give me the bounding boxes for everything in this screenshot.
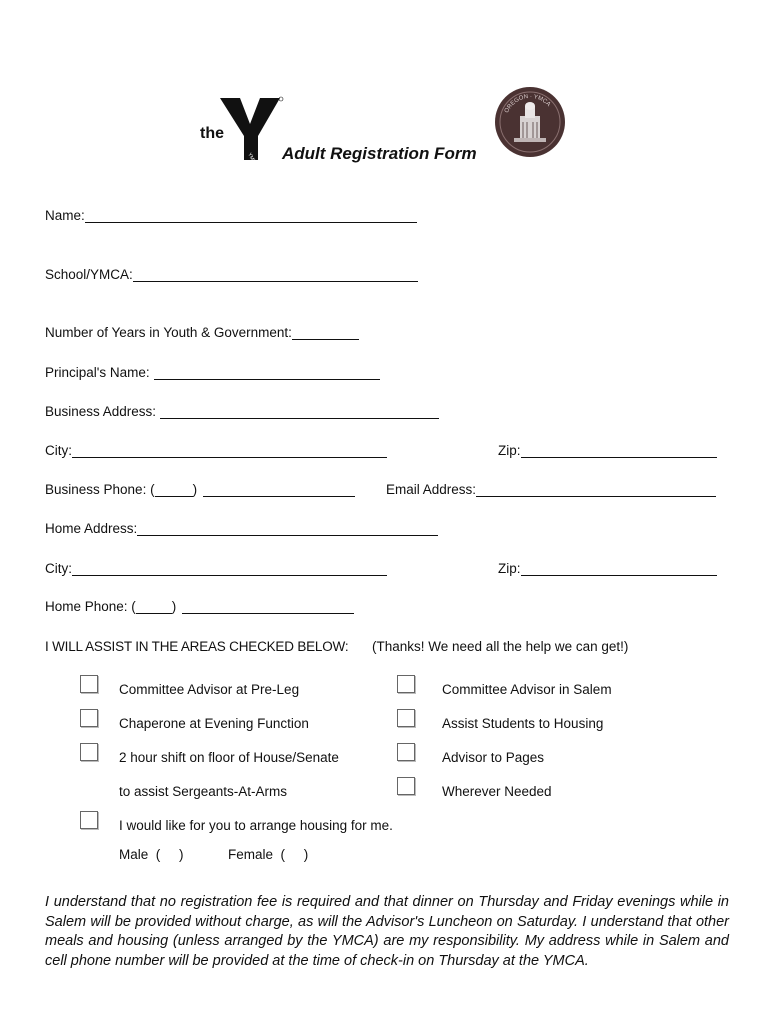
oregon-ymca-seal [494, 86, 566, 158]
principal-label: Principal's Name: [45, 365, 150, 380]
business-phone-field[interactable] [45, 482, 355, 497]
zip-line-2[interactable] [521, 561, 717, 576]
home-address-line[interactable] [137, 521, 438, 536]
email-label: Email Address: [386, 482, 477, 497]
zip-line-1[interactable] [521, 443, 717, 458]
zip-field-1[interactable] [498, 443, 717, 458]
principal-line[interactable] [154, 365, 380, 380]
email-field[interactable] [386, 482, 716, 497]
business-phone-label: Business Phone: ( [45, 482, 155, 497]
business-phone-close: ) [192, 482, 198, 497]
gender-male[interactable]: Male ( ) [119, 847, 184, 862]
zip-field-2[interactable] [498, 561, 717, 576]
years-label: Number of Years in Youth & Government: [45, 325, 292, 340]
checkbox-floor-shift[interactable] [80, 743, 98, 761]
checkbox-housing-assist[interactable] [397, 709, 415, 727]
zip-label-2: Zip: [498, 561, 521, 576]
city-label-2: City: [45, 561, 72, 576]
option-wherever: Wherever Needed [442, 784, 552, 799]
business-address-label: Business Address: [45, 404, 157, 419]
assist-note: (Thanks! We need all the help we can get!) [372, 639, 629, 654]
city-line-2[interactable] [72, 561, 387, 576]
option-pages: Advisor to Pages [442, 750, 545, 765]
disclaimer-text: I understand that no registration fee is required and that dinner on Thursday and Friday evenings while in Salem will be provided without charge, as will the Advisor's Luncheon on Saturday. I understand that other meals and housing (unless arranged by the YMCA) are my responsibility. My address while in Salem and cell phone number will be provided at the time of check-in on Thursday at the YMCA. [45, 894, 729, 969]
checkbox-pages[interactable] [397, 743, 415, 761]
option-housing: I would like for you to arrange housing for me. [119, 818, 393, 833]
option-housing-assist: Assist Students to Housing [442, 716, 604, 731]
name-line[interactable] [85, 208, 417, 223]
zip-label-1: Zip: [498, 443, 521, 458]
email-line[interactable] [476, 482, 716, 497]
option-pre-leg: Committee Advisor at Pre-Leg [119, 682, 300, 697]
option-salem: Committee Advisor in Salem [442, 682, 612, 697]
home-address-field[interactable] [45, 521, 438, 536]
gender-female[interactable]: Female ( ) [228, 847, 309, 862]
checkbox-pre-leg[interactable] [80, 675, 98, 693]
option-chaperone: Chaperone at Evening Function [119, 716, 309, 731]
home-phone-label: Home Phone: ( [45, 599, 136, 614]
seal-text: OREGON · YMCA [504, 93, 552, 115]
name-label: Name: [45, 208, 85, 223]
city-field-1[interactable] [45, 443, 387, 458]
checkbox-chaperone[interactable] [80, 709, 98, 727]
city-line-1[interactable] [72, 443, 387, 458]
business-address-line[interactable] [160, 404, 439, 419]
home-address-label: Home Address: [45, 521, 138, 536]
form-title: Adult Registration Form [282, 144, 477, 163]
school-label: School/YMCA: [45, 267, 133, 282]
school-field[interactable] [45, 267, 418, 282]
principal-field[interactable] [45, 365, 380, 380]
years-field[interactable] [45, 325, 359, 340]
years-line[interactable] [292, 325, 359, 340]
school-line[interactable] [133, 267, 418, 282]
home-phone-line[interactable] [182, 599, 354, 614]
logo-text: the [200, 125, 224, 142]
checkbox-housing[interactable] [80, 811, 98, 829]
option-floor-shift-cont: to assist Sergeants-At-Arms [119, 784, 288, 799]
business-phone-area-line[interactable] [155, 482, 193, 497]
checkbox-salem[interactable] [397, 675, 415, 693]
business-phone-line[interactable] [203, 482, 355, 497]
logo-mark: YMCA [246, 152, 259, 164]
home-phone-close: ) [171, 599, 177, 614]
ymca-logo [198, 94, 284, 164]
name-field[interactable] [45, 208, 417, 223]
option-floor-shift: 2 hour shift on floor of House/Senate [119, 750, 339, 765]
city-field-2[interactable] [45, 561, 387, 576]
checkbox-wherever[interactable] [397, 777, 415, 795]
assist-heading: I WILL ASSIST IN THE AREAS CHECKED BELOW: [45, 639, 349, 654]
city-label-1: City: [45, 443, 72, 458]
business-address-field[interactable] [45, 404, 439, 419]
home-phone-area-line[interactable] [136, 599, 172, 614]
home-phone-field[interactable] [45, 599, 354, 614]
